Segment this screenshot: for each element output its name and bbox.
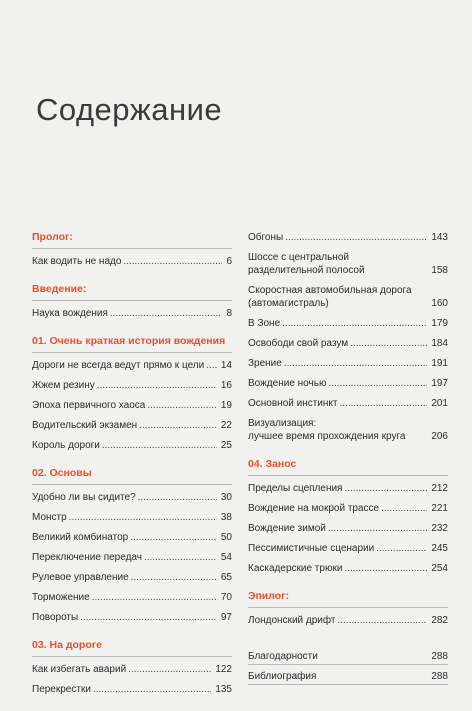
section-heading: 04. Занос (248, 458, 297, 470)
section-rule (248, 475, 448, 476)
toc-entry-title (32, 611, 217, 624)
toc-entry[interactable] (32, 307, 232, 320)
toc-entry-text: Торможение (32, 592, 90, 603)
toc-entry-title (248, 357, 427, 370)
toc-entry[interactable] (248, 522, 448, 535)
toc-entry-title (248, 614, 427, 627)
toc-entry[interactable] (248, 562, 448, 575)
toc-entry-text: Обгоны (248, 232, 284, 243)
toc-entry[interactable] (248, 251, 448, 277)
toc-entry-title (248, 231, 427, 244)
toc-entry-text: Король дороги (32, 440, 100, 451)
toc-section (32, 231, 232, 283)
toc-entry-title (248, 562, 427, 575)
toc-entry-text: Монстр (32, 512, 67, 523)
toc-entry[interactable] (248, 542, 448, 555)
toc-entry[interactable] (32, 683, 232, 696)
toc-entry-page: 70 (220, 592, 232, 603)
toc-entry-title (32, 683, 211, 696)
section-rule (248, 607, 448, 608)
toc-entry-page: 179 (431, 318, 448, 329)
toc-entry-page: 19 (220, 400, 232, 411)
toc-entry-text: Пределы сцепления (248, 483, 343, 494)
toc-entry-title (32, 663, 211, 676)
section-rule (32, 656, 232, 657)
toc-entry-title (32, 379, 217, 392)
toc-entry[interactable] (248, 670, 448, 683)
toc-entry-title (248, 284, 427, 310)
toc-entry-title (32, 419, 217, 432)
toc-entry-text: Дороги не всегда ведут прямо к цели (32, 360, 205, 371)
toc-entry[interactable] (248, 397, 448, 410)
toc-entry[interactable] (248, 650, 448, 663)
toc-entry-page: 14 (220, 360, 232, 371)
toc-entry[interactable] (248, 417, 448, 443)
section-rule (32, 300, 232, 301)
toc-section (248, 458, 448, 590)
toc-entry-page: 245 (431, 543, 448, 554)
toc-entry-text: Переключение передач (32, 552, 142, 563)
entry-underline (248, 664, 448, 665)
toc-entry-title (32, 591, 217, 604)
toc-entry-page: 122 (215, 664, 232, 675)
toc-entry-line: Шоссе с центральной (248, 252, 349, 263)
toc-entry-text: Зрение (248, 358, 282, 369)
toc-entry-page: 212 (431, 483, 448, 494)
toc-entry-page: 30 (220, 492, 232, 503)
section-heading: 01. Очень краткая история вождения (32, 335, 226, 347)
toc-entry-text: Водительский экзамен (32, 420, 138, 431)
toc-entry-page: 201 (431, 398, 448, 409)
toc-entry-title (32, 399, 217, 412)
toc-entry-text: Эпоха первичного хаоса (32, 400, 146, 411)
toc-section (248, 590, 448, 642)
toc-entry-page: 221 (431, 503, 448, 514)
toc-entry-title (248, 317, 427, 330)
page-title: Содержание (36, 92, 223, 127)
toc-entry-text: Как водить не надо (32, 256, 122, 267)
toc-entry-page: 288 (431, 651, 448, 662)
toc-entry-page: 254 (431, 563, 448, 574)
toc-entry-page: 25 (220, 440, 232, 451)
toc-entry-text: Перекрестки (32, 684, 91, 695)
toc-entry-page: 65 (220, 572, 232, 583)
toc-entry[interactable] (32, 531, 232, 544)
toc-entry-page: 97 (220, 612, 232, 623)
toc-entry[interactable] (32, 551, 232, 564)
toc-entry[interactable] (32, 359, 232, 372)
section-rule (32, 248, 232, 249)
toc-entry[interactable] (32, 571, 232, 584)
toc-entry[interactable] (32, 491, 232, 504)
toc-entry[interactable] (32, 611, 232, 624)
toc-section (32, 283, 232, 335)
toc-entry[interactable] (248, 482, 448, 495)
toc-entry-title (248, 542, 427, 555)
toc-entry-text: Великий комбинатор (32, 532, 129, 543)
toc-entry-line: Скоростная автомобильная дорога (248, 285, 412, 296)
toc-entry-line: Визуализация: (248, 418, 317, 429)
toc-section (32, 467, 232, 639)
toc-entry-page: 50 (220, 532, 232, 543)
toc-entry-text: Библиография (248, 671, 317, 682)
toc-entry-title (248, 251, 427, 277)
toc-entry-page: 54 (220, 552, 232, 563)
toc-entry-title (248, 502, 427, 515)
toc-entry-text: Лондонский дрифт (248, 615, 336, 626)
toc-entry-title (32, 531, 217, 544)
toc-entry-title (32, 511, 217, 524)
toc-entry[interactable] (32, 379, 232, 392)
toc-entry[interactable] (32, 511, 232, 524)
toc-entry-title (32, 439, 217, 452)
toc-entry[interactable] (32, 255, 232, 268)
toc-entry-text: Пессимистичные сценарии (248, 543, 375, 554)
toc-entry-title (32, 359, 217, 372)
toc-entry-text: В Зоне (248, 318, 281, 329)
toc-entry-text: Как избегать аварий (32, 664, 127, 675)
toc-entry[interactable] (248, 284, 448, 310)
toc-entry-page: 288 (431, 671, 448, 682)
toc-entry[interactable] (248, 502, 448, 515)
toc-entry-page: 197 (431, 378, 448, 389)
toc-entry[interactable] (248, 377, 448, 390)
toc-entry[interactable] (248, 614, 448, 627)
toc-entry-title (248, 522, 427, 535)
toc-entry[interactable] (32, 663, 232, 676)
section-rule (32, 352, 232, 353)
toc-entry-text: Вождение зимой (248, 523, 326, 534)
toc-entry-title (248, 377, 427, 390)
section-heading: 02. Основы (32, 467, 92, 479)
toc-right-column (248, 231, 448, 690)
toc-entry-page: 6 (226, 256, 232, 267)
toc-entry-title (248, 397, 427, 410)
toc-entry-text: Жжем резину (32, 380, 95, 391)
section-heading: Введение: (32, 283, 87, 295)
section-heading: Пролог: (32, 231, 73, 243)
toc-entry[interactable] (248, 357, 448, 370)
toc-left-column (32, 231, 232, 711)
toc-entry-line: (автомагистраль) (248, 298, 329, 309)
toc-entry-title (248, 670, 427, 683)
toc-entry[interactable] (32, 591, 232, 604)
toc-entry-title (32, 571, 217, 584)
toc-entry-page: 282 (431, 615, 448, 626)
toc-entry-title (248, 417, 427, 443)
toc-entry-page: 8 (226, 308, 232, 319)
toc-entry[interactable] (32, 419, 232, 432)
toc-entry-page: 135 (215, 684, 232, 695)
toc-entry-title (248, 337, 427, 350)
toc-entry[interactable] (248, 317, 448, 330)
toc-entry-text: Рулевое управление (32, 572, 129, 583)
toc-entry-page: 184 (431, 338, 448, 349)
toc-entry-title (248, 482, 427, 495)
toc-entry-text: Повороты (32, 612, 79, 623)
toc-entry-line: разделительной полосой (248, 265, 365, 276)
toc-entry-title (32, 491, 217, 504)
section-rule (32, 484, 232, 485)
toc-entry-text: Благодарности (248, 651, 318, 662)
toc-section (32, 335, 232, 467)
toc-entry[interactable] (32, 439, 232, 452)
toc-entry-page: 22 (220, 420, 232, 431)
toc-entry-text: Вождение на мокрой трассе (248, 503, 380, 514)
toc-entry-page: 206 (431, 431, 448, 442)
toc-entry-text: Каскадерские трюки (248, 563, 343, 574)
toc-entry-text: Вождение ночью (248, 378, 327, 389)
toc-section (32, 639, 232, 711)
toc-entry-text: Освободи свой разум (248, 338, 349, 349)
toc-entry-title (32, 255, 222, 268)
toc-entry-page: 160 (431, 298, 448, 309)
toc-entry[interactable] (248, 231, 448, 244)
toc-entry-title (32, 307, 222, 320)
toc-entry[interactable] (248, 337, 448, 350)
toc-entry-title (32, 551, 217, 564)
toc-entry-page: 191 (431, 358, 448, 369)
toc-entry-text: Наука вождения (32, 308, 108, 319)
toc-entry-title (248, 650, 427, 663)
toc-entry-page: 16 (220, 380, 232, 391)
toc-entry-page: 143 (431, 232, 448, 243)
toc-entry-page: 38 (220, 512, 232, 523)
toc-entry-line: лучшее время прохождения круга (248, 431, 406, 442)
section-heading: Эпилог: (248, 590, 290, 602)
toc-entry[interactable] (32, 399, 232, 412)
toc-entry-page: 158 (431, 265, 448, 276)
toc-entry-text: Основной инстинкт (248, 398, 338, 409)
toc-entry-page: 232 (431, 523, 448, 534)
toc-entry-text: Удобно ли вы сидите? (32, 492, 136, 503)
section-heading: 03. На дороге (32, 639, 102, 651)
entry-underline (248, 684, 448, 685)
